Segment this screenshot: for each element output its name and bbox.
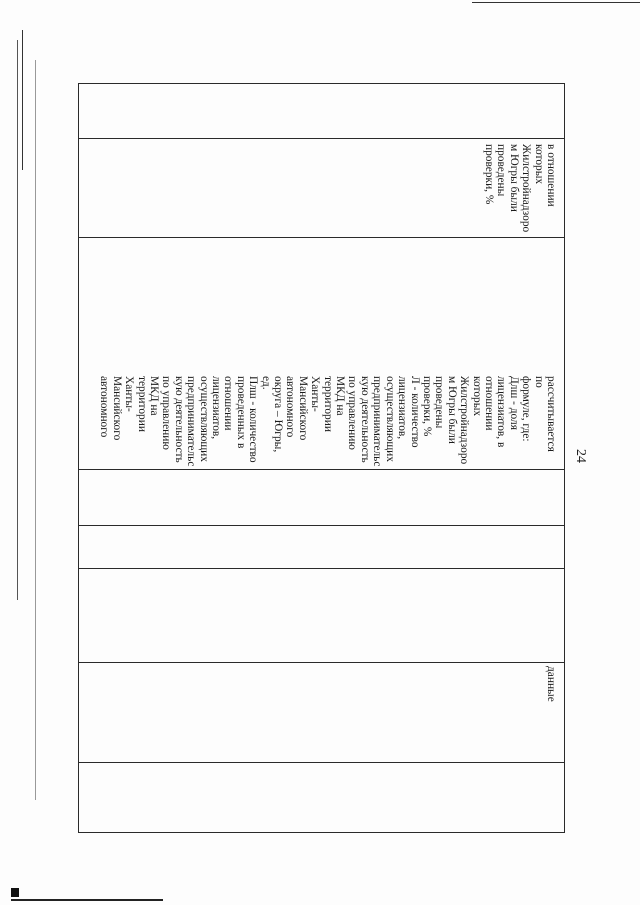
table-row-divider bbox=[79, 662, 564, 663]
cell-calculation-formula: рассчитывается по формуле, где: Длш - доля лицензиатов, в отношении которых Жилстройнадзоро м Югры были проведены проверки, % Л - количество лицензиатов, осуществляющих предпринимательс кую деятельность по управлению МКД на территории Ханты- Мансийского автономного округа – Югры, ед. Плш - количество проведенных в отношении лицензиатов, осуществляющих предпринимательс кую деятельность по управлению МКД на территории Ханты- Мансийского автономного bbox=[98, 376, 557, 467]
scan-bottom-line bbox=[11, 899, 163, 901]
cell-data-source: данные bbox=[545, 666, 557, 702]
table-frame bbox=[78, 83, 565, 833]
page-number: 24 bbox=[573, 449, 588, 463]
scan-margin-line-3 bbox=[22, 30, 23, 170]
scan-corner-mark bbox=[11, 888, 19, 897]
table-row-divider bbox=[79, 568, 564, 569]
scan-margin-line-2 bbox=[35, 60, 36, 800]
table-row-divider bbox=[79, 525, 564, 526]
scan-top-edge bbox=[472, 2, 640, 3]
scan-margin-line bbox=[17, 40, 18, 600]
table-row-divider bbox=[79, 762, 564, 763]
table-row-divider bbox=[79, 469, 564, 470]
table-row-divider bbox=[79, 138, 564, 139]
cell-indicator-name: в отношении которых Жилстройнадзоро м Югры были проведены проверки, % bbox=[482, 144, 557, 233]
table-row-divider bbox=[79, 237, 564, 238]
